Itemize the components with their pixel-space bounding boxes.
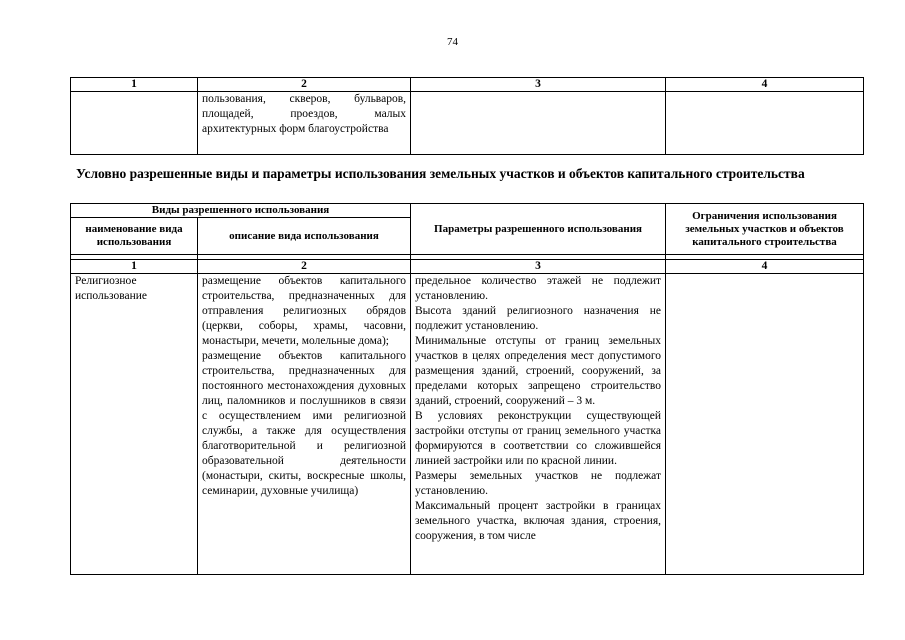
header-use-name: наименование вида использования (71, 218, 198, 255)
header-restrictions: Ограничения использования земельных участков и объектов капитального строительства (666, 204, 864, 255)
column-number: 4 (666, 260, 864, 274)
restrictions-cell (666, 274, 864, 575)
page-number: 74 (447, 36, 458, 48)
parameter-paragraph: В условиях реконструкции существующей застройки отступы от границ земельного участка формируются в соответствии со сложившейся линией застройки или по красной линии. (415, 410, 662, 467)
table-row (71, 92, 864, 155)
section-title: Условно разрешенные виды и параметры использования земельных участков и объектов капитального строительства (76, 166, 805, 181)
parameter-paragraph: Максимальный процент застройки в границах земельного участка, включая здания, строения, сооружения, в том числе (415, 500, 662, 542)
header-parameters: Параметры разрешенного использования (411, 204, 666, 255)
conditional-uses-table (70, 203, 864, 575)
column-number-row (71, 260, 864, 274)
header-use-description: описание вида использования (198, 218, 411, 255)
parameters-cell (411, 274, 666, 575)
column-number: 1 (71, 78, 198, 92)
table-cell (71, 92, 198, 155)
column-number: 3 (411, 260, 666, 274)
parameter-paragraph: предельное количество этажей не подлежит установлению. (415, 275, 662, 302)
use-description-cell (198, 274, 411, 575)
parameter-paragraph: Высота зданий религиозного назначения не подлежит установлению. (415, 305, 662, 332)
continued-table (70, 77, 864, 155)
parameter-paragraph: Минимальные отступы от границ земельных участков в целях определения мест допустимого размещения зданий, строений, сооружений, за пределами которых запрещено строительство зданий, строений, сооружений – 3 м. (415, 335, 662, 407)
description-paragraph: размещение объектов капитального строительства, предназначенных для постоянного местонахождения духовных лиц, паломников и послушников в связи с осуществлением ими религиозной службы, а также для осуществления благотворительной и религиозной образовательной деятельности (монастыри, скиты, воскресные школы, семинарии, духовные училища) (202, 350, 407, 497)
column-number: 2 (198, 78, 411, 92)
header-row (71, 204, 864, 218)
table-cell (411, 92, 666, 155)
description-paragraph: размещение объектов капитального строительства, предназначенных для отправления религиозных обрядов (церкви, соборы, храмы, часовни, монастыри, мечети, молельные дома); (202, 275, 407, 347)
column-number: 1 (71, 260, 198, 274)
parameter-paragraph: Размеры земельных участков не подлежат установлению. (415, 470, 662, 497)
column-number: 2 (198, 260, 411, 274)
header-use-types: Виды разрешенного использования (71, 204, 411, 218)
column-number: 3 (411, 78, 666, 92)
column-number-row (71, 78, 864, 92)
column-number: 4 (666, 78, 864, 92)
table-row (71, 274, 864, 575)
table-cell (666, 92, 864, 155)
use-name-cell: Религиозное использование (71, 274, 198, 575)
continued-description-cell: пользования, скверов, бульваров, площадей, проездов, малых архитектурных форм благоустройства (198, 92, 411, 155)
